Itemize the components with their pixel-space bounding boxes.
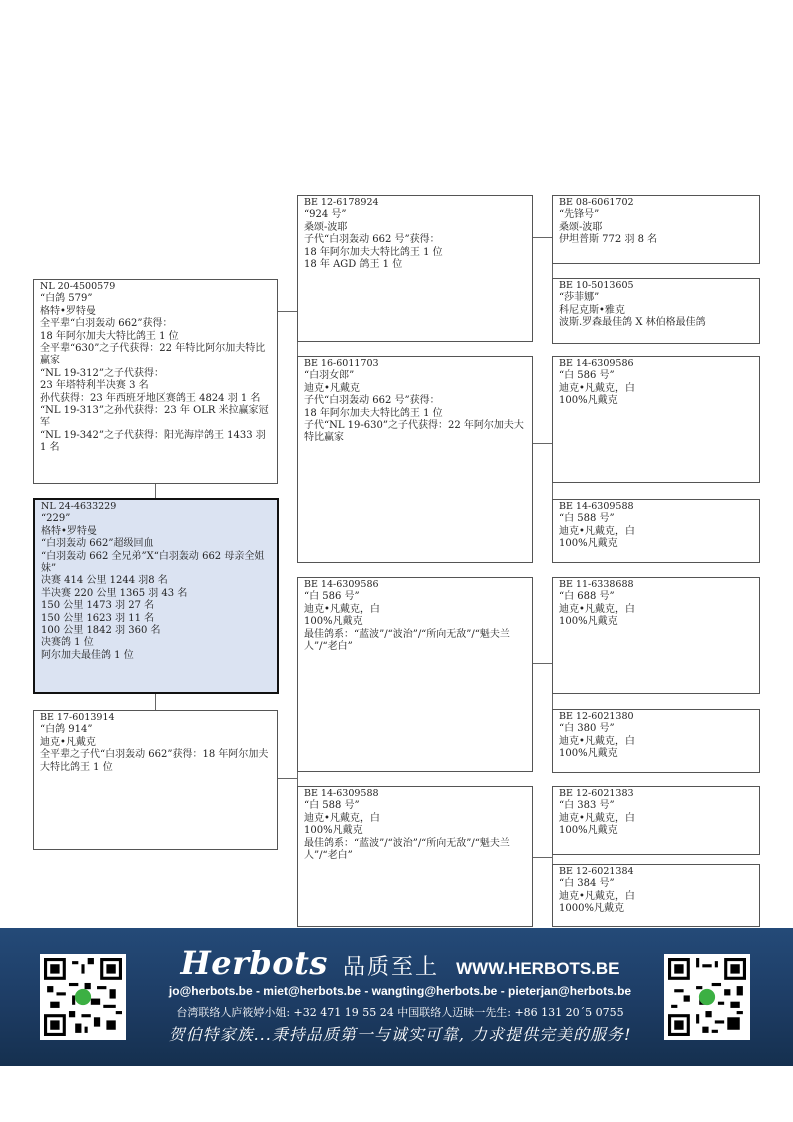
great-grandparent-box xyxy=(552,786,760,855)
pedigree-line: 迪克•凡戴克，白 xyxy=(559,735,635,747)
connector xyxy=(278,778,297,779)
pedigree-line: 100%凡戴克 xyxy=(559,825,618,837)
pedigree-line: 100%凡戴克 xyxy=(559,538,618,550)
connector xyxy=(155,484,156,498)
ring-number: BE 14-6309586 xyxy=(304,579,379,590)
ring-number: BE 16-6011703 xyxy=(304,358,379,369)
pedigree-line: 18 年阿尔加夫大特比鸽王 1 位 xyxy=(40,330,179,342)
pedigree-line: “白 383 号” xyxy=(559,800,615,812)
ring-number: BE 14-6309586 xyxy=(559,358,634,369)
brand-row xyxy=(170,944,630,982)
pedigree-line: 阿尔加夫最佳鸽 1 位 xyxy=(41,649,134,661)
pedigree-line: 迪克•凡戴克，白 xyxy=(559,812,635,824)
qr-code-left[interactable] xyxy=(40,954,126,1040)
pedigree-line: 全平辈“白羽轰动 662”获得： xyxy=(40,318,173,330)
great-grandparent-box xyxy=(552,709,760,773)
pedigree-line: 全平辈“630”之子代获得：22 年特比阿尔加夫特比赢家 xyxy=(40,343,266,367)
pedigree-line: “白鸽 579” xyxy=(40,293,93,305)
pedigree-line: 迪克•凡戴克，白 xyxy=(559,890,635,902)
dam-box xyxy=(33,710,278,850)
connector xyxy=(533,237,552,238)
great-grandparent-box xyxy=(552,864,760,927)
pedigree-line: 100%凡戴克 xyxy=(559,748,618,760)
pedigree-line: “NL 19-342”之子代获得：阳光海岸鸽王 1433 羽 1 名 xyxy=(40,429,269,454)
pedigree-line: “924 号” xyxy=(304,209,347,221)
pedigree-line: “白 588 号” xyxy=(304,800,360,812)
subject-pigeon-box xyxy=(33,498,279,694)
ring-number: BE 12-6021380 xyxy=(559,711,634,722)
pedigree-line: 桑颂-波耶 xyxy=(304,221,348,233)
herbots-logo: Herbots xyxy=(180,944,328,982)
pedigree-line: 决赛鸽 1 位 xyxy=(41,637,94,649)
ring-number: BE 14-6309588 xyxy=(304,788,379,799)
pedigree-line: 子代“白羽轰动 662 号”获得： xyxy=(304,395,440,407)
pedigree-line: 子代“NL 19-630”之子代获得：22 年阿尔加夫大特比赢家 xyxy=(304,420,524,444)
pedigree-line: 150 公里 1473 羽 27 名 xyxy=(41,600,155,612)
pedigree-line: “白 384 号” xyxy=(559,878,615,890)
motto: 贺伯特家族...秉持品质第一与诚实可靠, 力求提供完美的服务! xyxy=(168,1025,632,1044)
pedigree-line: 全平辈之子代“白羽轰动 662”获得：18 年阿尔加夫大特比鸽王 1 位 xyxy=(40,749,269,773)
great-grandparent-box xyxy=(552,278,760,344)
pedigree-line: 100%凡戴克 xyxy=(304,825,363,837)
pedigree-line: 伊坦普斯 772 羽 8 名 xyxy=(559,234,658,246)
contact-phones: 台湾联络人庐筱婷小姐: +32 471 19 55 24 中国联络人迈昧一先生: +86 131 20´5 0755 xyxy=(176,1006,624,1019)
pedigree-line: “先锋号” xyxy=(559,209,600,221)
pedigree-line: 格特•罗特曼 xyxy=(41,525,97,537)
granddam-sire-box xyxy=(297,356,533,563)
pedigree-line: 最佳鸽系：“蓝波”/“波治”/“所向无敌”/“魁夫兰人”/“老白” xyxy=(304,628,510,653)
pedigree-line: 23 年塔特利半决赛 3 名 xyxy=(40,380,149,392)
pedigree-line: 最佳鸽系：“蓝波”/“波治”/“所向无敌”/“魁夫兰人”/“老白” xyxy=(304,837,510,862)
qr-code-icon xyxy=(668,958,746,1036)
pedigree-line: 迪克•凡戴克，白 xyxy=(304,603,380,615)
great-grandparent-box xyxy=(552,356,760,483)
great-grandparent-box xyxy=(552,195,760,264)
pedigree-line: “白羽轰动 662 全兄弟”X“白羽轰动 662 母亲全姐妹” xyxy=(41,550,265,575)
ring-number: NL 20-4500579 xyxy=(40,281,116,292)
pedigree-line: “白 688 号” xyxy=(559,591,615,603)
pedigree-line: 科尼克斯•雅克 xyxy=(559,304,625,316)
great-grandparent-box xyxy=(552,499,760,563)
pedigree-line: “NL 19-312”之子代获得： xyxy=(40,367,164,379)
ring-number: BE 14-6309588 xyxy=(559,501,634,512)
connector xyxy=(155,694,156,710)
pedigree-line: 孙代获得：23 年西班牙地区赛鸽王 4824 羽 1 名 xyxy=(40,392,261,404)
pedigree-line: “白 586 号” xyxy=(304,591,360,603)
qr-code-right[interactable] xyxy=(664,954,750,1040)
pedigree-line: 18 年 AGD 鸽王 1 位 xyxy=(304,259,403,271)
pedigree-line: “229” xyxy=(41,513,71,525)
pedigree-line: “白鸽 914” xyxy=(40,724,93,736)
contact-emails[interactable]: jo@herbots.be - miet@herbots.be - wangting@herbots.be - pieterjan@herbots.be xyxy=(168,984,632,998)
pedigree-line: 18 年阿尔加夫大特比鸽王 1 位 xyxy=(304,246,443,258)
pedigree-line: 迪克•凡戴克，白 xyxy=(559,603,635,615)
pedigree-line: 迪克•凡戴克，白 xyxy=(304,812,380,824)
ring-number: BE 17-6013914 xyxy=(40,712,115,723)
pedigree-line: “白 588 号” xyxy=(559,513,615,525)
grandsire-sire-box xyxy=(297,195,533,342)
footer-banner xyxy=(0,928,793,1066)
pedigree-line: 100 公里 1842 羽 360 名 xyxy=(41,625,161,637)
ring-number: BE 12-6178924 xyxy=(304,197,379,208)
pedigree-line: “白 380 号” xyxy=(559,723,615,735)
pedigree-line: 迪克•凡戴克 xyxy=(40,736,96,748)
pedigree-line: 波斯.罗森最佳鸽 X 林伯格最佳鸽 xyxy=(559,317,706,329)
pedigree-line: 150 公里 1623 羽 11 名 xyxy=(41,612,155,624)
grandsire-dam-box xyxy=(297,577,533,772)
ring-number: BE 08-6061702 xyxy=(559,197,634,208)
pedigree-line: 子代“白羽轰动 662 号”获得： xyxy=(304,234,440,246)
pedigree-line: “白羽轰动 662”超级回血 xyxy=(41,538,154,550)
pedigree-line: 半决赛 220 公里 1365 羽 43 名 xyxy=(41,587,188,599)
ring-number: BE 10-5013605 xyxy=(559,280,634,291)
pedigree-line: 迪克•凡戴克，白 xyxy=(559,382,635,394)
ring-number: NL 24-4633229 xyxy=(41,501,117,512)
connector xyxy=(533,663,552,664)
great-grandparent-box xyxy=(552,577,760,694)
pedigree-line: 迪克•凡戴克，白 xyxy=(559,525,635,537)
ring-number: BE 11-6338688 xyxy=(559,579,634,590)
pedigree-line: 桑颂-波耶 xyxy=(559,221,603,233)
pedigree-line: “白 586 号” xyxy=(559,370,615,382)
pedigree-line: “莎菲娜” xyxy=(559,292,600,304)
pedigree-line: “NL 19-313”之孙代获得：23 年 OLR 米拉赢家冠军 xyxy=(40,405,269,429)
granddam-dam-box xyxy=(297,786,533,927)
website-link[interactable]: WWW.HERBOTS.BE xyxy=(456,959,620,978)
ring-number: BE 12-6021383 xyxy=(559,788,634,799)
pedigree-line: 1000%凡戴克 xyxy=(559,903,624,915)
pedigree-line: 18 年阿尔加夫大特比鸽王 1 位 xyxy=(304,407,443,419)
connector xyxy=(533,857,552,858)
ring-number: BE 12-6021384 xyxy=(559,866,634,877)
pedigree-line: 100%凡戴克 xyxy=(304,616,363,628)
sire-box xyxy=(33,279,278,484)
pedigree-line: 迪克•凡戴克 xyxy=(304,382,360,394)
pedigree-line: “白羽女郎” xyxy=(304,370,355,382)
connector xyxy=(278,311,297,312)
qr-code-icon xyxy=(44,958,122,1036)
connector xyxy=(533,443,552,444)
pedigree-line: 100%凡戴克 xyxy=(559,395,618,407)
pedigree-line: 决赛 414 公里 1244 羽8 名 xyxy=(41,575,168,587)
brand-slogan: 品质至上 xyxy=(343,955,440,980)
pedigree-line: 格特•罗特曼 xyxy=(40,305,96,317)
pedigree-line: 100%凡戴克 xyxy=(559,616,618,628)
